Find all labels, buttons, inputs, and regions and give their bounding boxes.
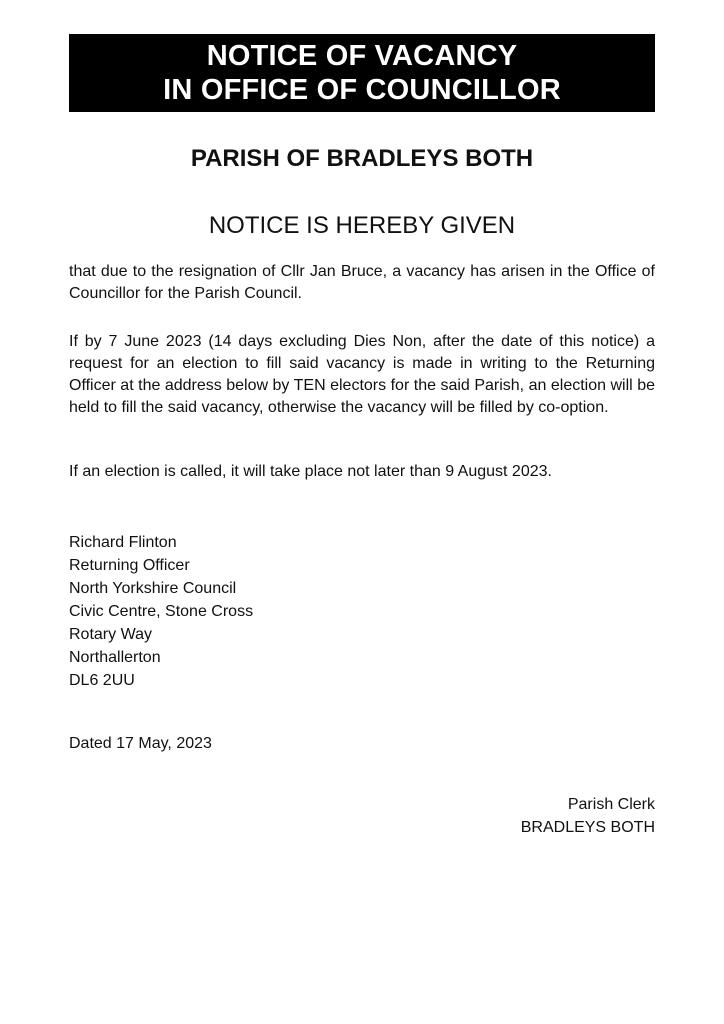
officer-title: Returning Officer [69,557,190,574]
paragraph-election-date: If an election is called, it will take place not later than 9 August 2023. [69,463,552,480]
signoff-block [521,793,655,839]
address-town: Northallerton [69,649,161,666]
signoff-parish: BRADLEYS BOTH [520,819,655,836]
banner-title-line-1: NOTICE OF VACANCY [206,40,518,72]
notice-date: Dated 17 May, 2023 [69,735,212,752]
officer-name: Richard Flinton [69,534,177,551]
paragraph-election-request: If by 7 June 2023 (14 days excluding Dies Non, after the date of this notice) a request for an election to fill said vacancy is made in writing to the Returning Officer at the address below by TEN electors for the said Parish, an election will be held to fill the said vacancy, otherwise the vacancy will be filled by co-option. [69,333,655,416]
address-line-1: Civic Centre, Stone Cross [69,603,254,620]
notice-banner [69,34,655,112]
officer-organisation: North Yorkshire Council [69,580,237,597]
address-postcode: DL6 2UU [69,672,135,689]
banner-title-line-2: IN OFFICE OF COUNCILLOR [163,74,561,106]
paragraph-resignation: that due to the resignation of Cllr Jan Bruce, a vacancy has arisen in the Office of Councillor for the Parish Council. [69,263,655,302]
notice-heading: NOTICE IS HEREBY GIVEN [208,212,516,239]
address-line-2: Rotary Way [69,626,152,643]
parish-title: PARISH OF BRADLEYS BOTH [190,145,534,172]
signoff-role: Parish Clerk [567,796,655,813]
returning-officer-address [69,531,253,692]
